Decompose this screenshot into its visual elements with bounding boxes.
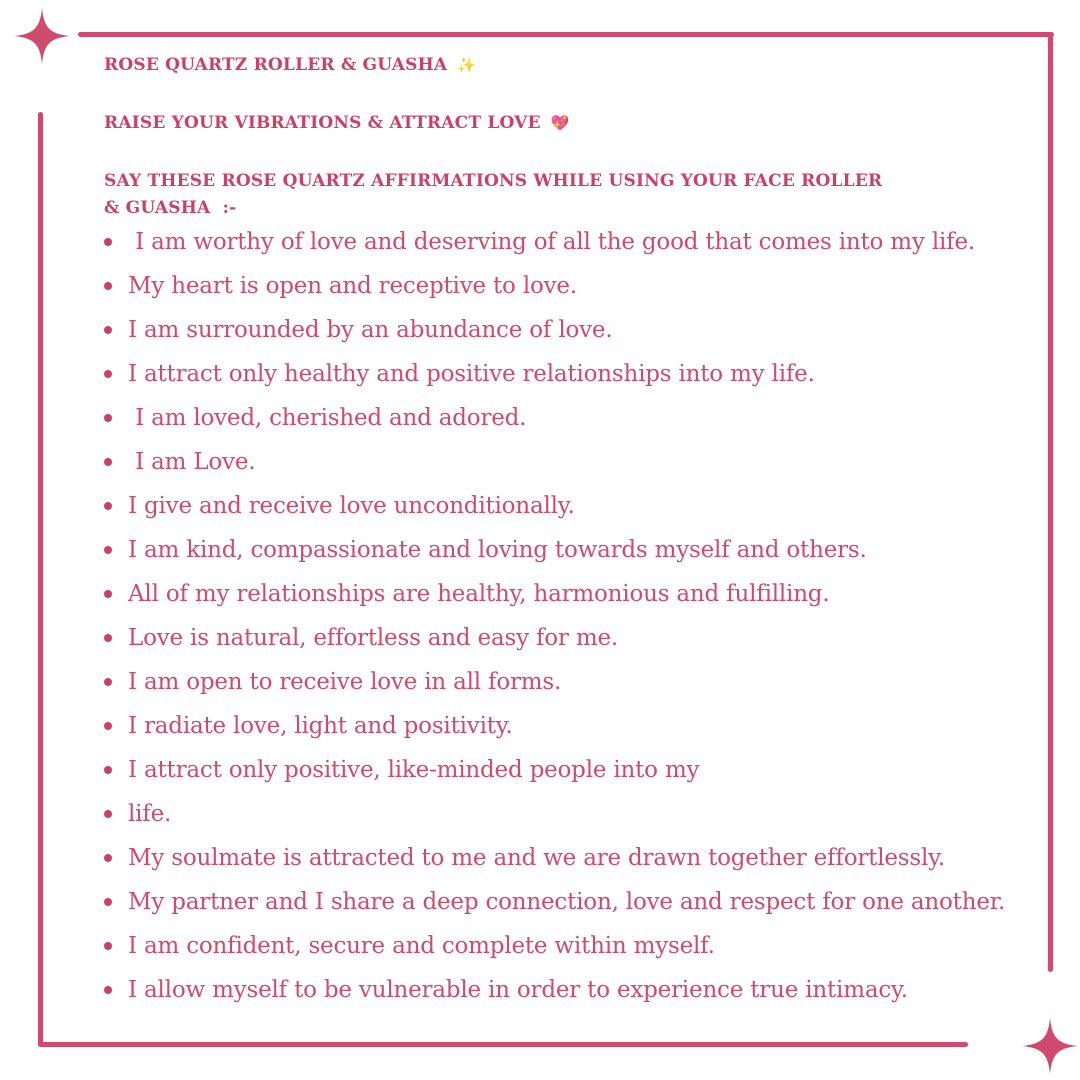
affirmation-list xyxy=(104,220,1044,1012)
affirmation-text: I radiate love, light and positivity. xyxy=(128,713,513,739)
list-item xyxy=(104,704,1044,748)
list-item xyxy=(104,748,1044,792)
bullet-icon xyxy=(104,458,112,466)
page-subtitle xyxy=(104,110,570,137)
affirmation-text: Love is natural, effortless and easy for me. xyxy=(128,625,618,651)
bullet-icon xyxy=(104,546,112,554)
bullet-icon xyxy=(104,854,112,862)
sparkle-icon xyxy=(1022,1018,1078,1074)
bullet-icon xyxy=(104,810,112,818)
bullet-icon xyxy=(104,942,112,950)
bullet-icon xyxy=(104,414,112,422)
affirmation-text: I am kind, compassionate and loving towards myself and others. xyxy=(128,537,867,563)
instruction-line-1: SAY THESE ROSE QUARTZ AFFIRMATIONS WHILE USING YOUR FACE ROLLER xyxy=(104,171,883,191)
affirmation-text: My heart is open and receptive to love. xyxy=(128,273,577,299)
instruction-line-2: & GUASHA :- xyxy=(104,198,237,218)
title-text: ROSE QUARTZ ROLLER & GUASHA xyxy=(104,55,448,75)
frame-border-top xyxy=(78,32,1054,37)
list-item xyxy=(104,968,1044,1012)
bullet-icon xyxy=(104,722,112,730)
list-item xyxy=(104,396,1044,440)
bullet-icon xyxy=(104,370,112,378)
frame-border-bottom xyxy=(38,1042,968,1047)
list-item xyxy=(104,836,1044,880)
sparkles-icon: ✨ xyxy=(457,56,477,74)
bullet-icon xyxy=(104,634,112,642)
bullet-icon xyxy=(104,326,112,334)
affirmation-text: I am open to receive love in all forms. xyxy=(128,669,562,695)
affirmation-text: My partner and I share a deep connection, love and respect for one another. xyxy=(128,889,1006,915)
affirmation-text: I attract only healthy and positive relationships into my life. xyxy=(128,361,815,387)
affirmation-text: I attract only positive, like-minded people into my xyxy=(128,757,700,783)
affirmation-text: I give and receive love unconditionally. xyxy=(128,493,575,519)
list-item xyxy=(104,792,1044,836)
instruction-text xyxy=(104,168,904,222)
bullet-icon xyxy=(104,986,112,994)
list-item xyxy=(104,264,1044,308)
frame-border-left xyxy=(38,112,43,1047)
list-item xyxy=(104,616,1044,660)
bullet-icon xyxy=(104,502,112,510)
list-item xyxy=(104,308,1044,352)
sparkle-icon xyxy=(14,8,70,64)
affirmation-text: I am surrounded by an abundance of love. xyxy=(128,317,613,343)
list-item xyxy=(104,572,1044,616)
affirmation-text: I am worthy of love and deserving of all the good that comes into my life. xyxy=(128,229,975,255)
list-item xyxy=(104,880,1044,924)
list-item xyxy=(104,528,1044,572)
affirmation-text: I am loved, cherished and adored. xyxy=(128,405,527,431)
affirmation-text: I am confident, secure and complete within myself. xyxy=(128,933,715,959)
list-item xyxy=(104,484,1044,528)
page-title xyxy=(104,52,476,79)
bullet-icon xyxy=(104,898,112,906)
affirmation-text: I am Love. xyxy=(128,449,256,475)
list-item xyxy=(104,440,1044,484)
bullet-icon xyxy=(104,590,112,598)
list-item xyxy=(104,220,1044,264)
sparkling-heart-icon: 💖 xyxy=(550,114,570,132)
bullet-icon xyxy=(104,238,112,246)
list-item xyxy=(104,924,1044,968)
affirmation-text: I allow myself to be vulnerable in order to experience true intimacy. xyxy=(128,977,908,1003)
subtitle-text: RAISE YOUR VIBRATIONS & ATTRACT LOVE xyxy=(104,113,541,133)
bullet-icon xyxy=(104,766,112,774)
frame-border-right xyxy=(1048,32,1053,972)
list-item xyxy=(104,352,1044,396)
bullet-icon xyxy=(104,282,112,290)
affirmation-text: All of my relationships are healthy, harmonious and fulfilling. xyxy=(128,581,830,607)
list-item xyxy=(104,660,1044,704)
affirmation-text: My soulmate is attracted to me and we are drawn together effortlessly. xyxy=(128,845,945,871)
bullet-icon xyxy=(104,678,112,686)
affirmation-text: life. xyxy=(128,801,172,827)
